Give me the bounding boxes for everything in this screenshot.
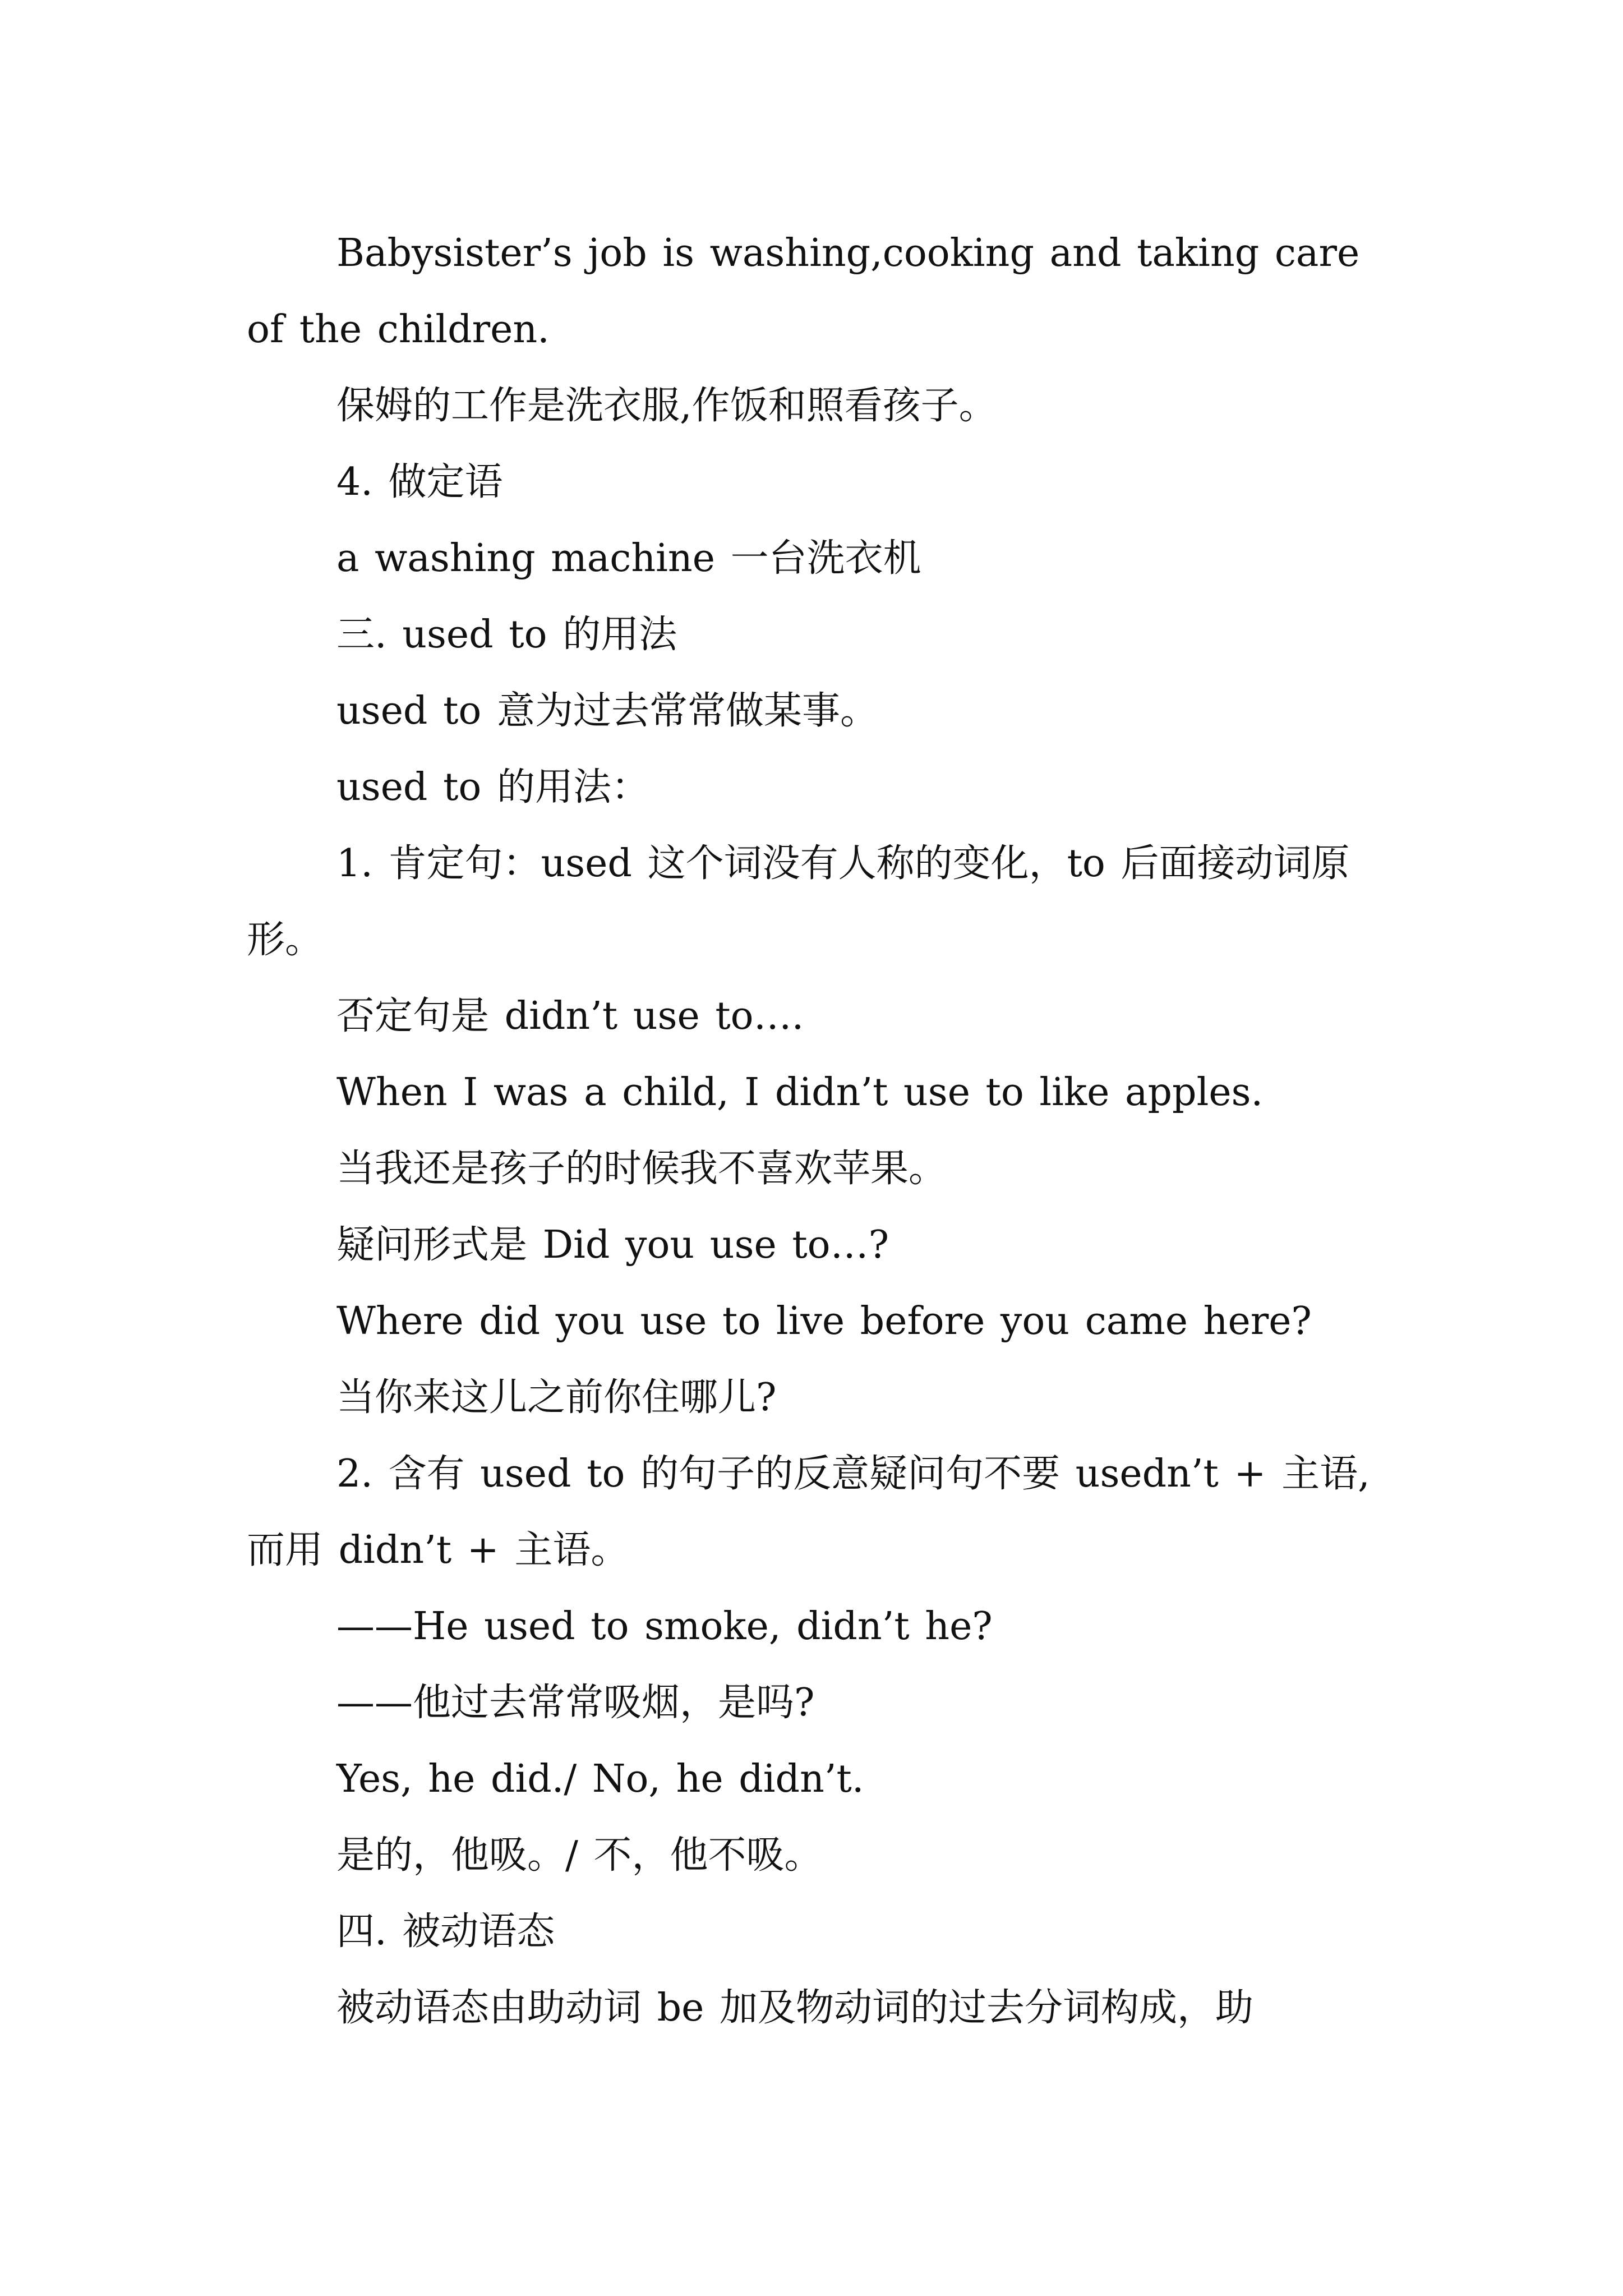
example-smoke-answer: Yes, he did./ No, he didn’t. xyxy=(336,1757,864,1801)
passive-voice-definition: 被动语态由助动词 be 加及物动词的过去分词构成，助 xyxy=(336,1986,1254,2030)
used-to-usage-label: used to 的用法： xyxy=(336,765,649,809)
example-washing-machine: a washing machine 一台洗衣机 xyxy=(336,536,921,581)
example-apples-translation: 当我还是孩子的时候我不喜欢苹果。 xyxy=(336,1147,947,1191)
example-smoke: ——He used to smoke, didn’t he? xyxy=(336,1604,993,1649)
document-body xyxy=(247,215,1391,2046)
example-live-before-translation: 当你来这儿之前你住哪儿? xyxy=(336,1375,777,1420)
example-live-before: Where did you use to live before you came here? xyxy=(336,1299,1312,1343)
rule-affirmative: 1. 肯定句：used 这个词没有人称的变化，to 后面接动词原形。 xyxy=(247,841,1350,962)
example-smoke-translation: ——他过去常常吸烟，是吗? xyxy=(336,1681,815,1725)
section-heading-passive-voice: 四. 被动语态 xyxy=(336,1910,555,1954)
paragraph-babysitter-job: Babysister’s job is washing,cooking and taking care of the children. xyxy=(247,231,1360,352)
example-smoke-answer-translation: 是的，他吸。/ 不，他不吸。 xyxy=(336,1833,823,1878)
paragraph-babysitter-job-translation: 保姆的工作是洗衣服,作饭和照看孩子。 xyxy=(336,384,997,428)
used-to-meaning: used to 意为过去常常做某事。 xyxy=(336,689,878,733)
rule-question: 疑问形式是 Did you use to…? xyxy=(336,1223,889,1267)
heading-as-attribute: 4. 做定语 xyxy=(336,460,503,504)
section-heading-used-to: 三. used to 的用法 xyxy=(336,613,677,657)
rule-tag-question: 2. 含有 used to 的句子的反意疑问句不要 usedn’t + 主语,而用 didn’t + 主语。 xyxy=(247,1452,1370,1572)
rule-negative: 否定句是 didn’t use to…. xyxy=(336,994,804,1038)
example-apples: When I was a child, I didn’t use to like apples. xyxy=(336,1070,1264,1115)
